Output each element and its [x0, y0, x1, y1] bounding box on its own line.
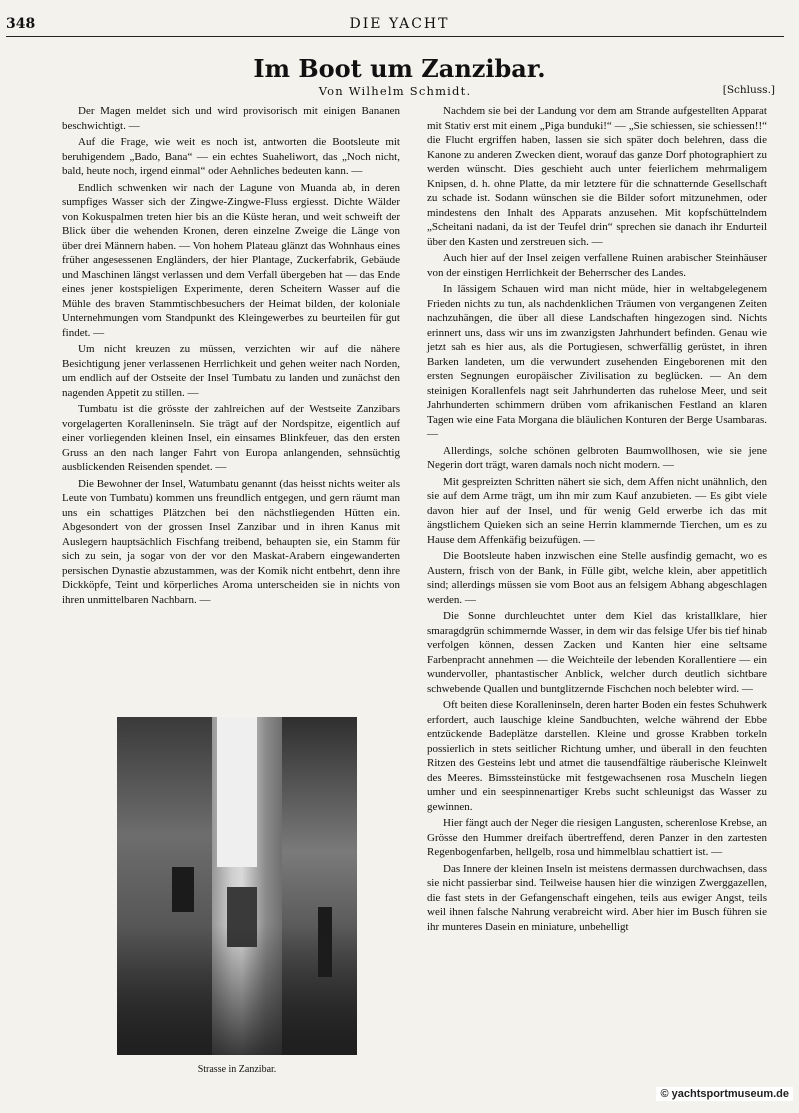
paragraph: Der Magen meldet sich und wird provisorisch mit einigen Bananen beschwichtigt. —: [62, 105, 400, 132]
photo-sky: [217, 717, 257, 867]
paragraph: Nachdem sie bei der Landung vor dem am Strande aufgestellten Apparat mit Stativ erst mit einem „Piga bunduki!“ — „Sie schiessen, sie schiessen!!“ die Flucht ergriffen haben, lassen sie sich später doch belehren, dass die Kanone zu anderen Zwecken dient, worauf das ganze Dorf photographiert zu werden wünscht. Dies geschieht auch unter feierlichem mehrmaligem Knipsen, d. h. ohne Platte, da mir letztere für die schnatternde Gesellschaft zu schade ist. Sodann wünschen sie die Bilder sofort mitzunehmen, oder mindestens den Inhalt des Apparats anzusehen. Mit kopfschüttelndem „Scheitani nadani, da ist der Teufel drin“ sprechen sie danach ihr Endurteil über den Kasten und zerstreuen sich. —: [427, 105, 767, 248]
paragraph: Allerdings, solche schönen gelbroten Baumwollhosen, wie sie jene Negerin dort trägt, waren damals noch nicht modern. —: [427, 444, 767, 471]
paragraph: Das Innere der kleinen Inseln ist meistens dermassen durchwachsen, dass sie nicht passierbar sind. Teilweise hausen hier die winzigen Zwerggazellen, die fast stets in der Gefangenschaft eingehen, teils aus ewiger Angst, teils weil ihnen falsche Nahrung verabreicht wird. Aber hier im Busch führen sie ihr munteres Dasein en miniature, unbehelligt: [427, 862, 767, 933]
photo-street-shadow: [117, 925, 357, 1055]
page-number: 348: [6, 16, 36, 32]
left-column: [62, 104, 400, 609]
running-title: DIE YACHT: [349, 16, 450, 32]
figure-caption: Strasse in Zanzibar.: [197, 1064, 277, 1075]
article-title: Im Boot um Zanzibar.: [253, 54, 546, 83]
header-rule: [6, 36, 784, 37]
paragraph: Um nicht kreuzen zu müssen, verzichten wir auf die nähere Besichtigung jener verlassenen Herrlichkeit und gehen weiter nach Norden, um endlich auf der Ostseite der Insel Tumbatu zu landen und zunächst den nagenden Appetit zu stillen. —: [62, 343, 400, 399]
paragraph: Mit gespreizten Schritten nähert sie sich, dem Affen nicht unähnlich, den sie auf dem Arme trägt, um ihn mir zum Kauf anzubieten. — Es gibt viele davon hier auf der Insel, und für wenig Geld erwerbe ich das mit ängstlichem Quieken sich an seine Herrin klammernde Tierchen, um es zu Hause dem Affenkäfig beizufügen. —: [427, 475, 767, 546]
paragraph: In lässigem Schauen wird man nicht müde, hier in weltabgelegenem Frieden nichts zu tun, als nachdenklichen Träumen von vergangenen Zeiten nachzuhängen, die über all diese Landschaften hingezogen sind. Nichts erinnert uns, dass wir uns im zwanzigsten Jahrhundert befinden. Genau wie jetzt sah es hier aus, als die Portugiesen, schwerfällig gerüstet, in ihren Barken landeten, um die verwundert zusehenden Eingeborenen mit den ersten Segnungen europäischer Zivilisation zu beglücken. — An dem steinigen Korallenfels nagt seit Jahrhunderten das ruhelose Meer, und seit Jahrhunderten schimmern drüben vom afrikanischen Festland an klaren Tagen wie eine Fata Morgana die bläulichen Konturen der Berge Usambaras. —: [427, 283, 767, 440]
photo-window: [172, 867, 194, 912]
paragraph: Die Sonne durchleuchtet unter dem Kiel das kristallklare, hier smaragdgrün schimmernde Wasser, in dem wir das felsige Ufer bis tief hinab verfolgen können, dessen Zacken und Kanten hier eine seltsame Farbenpracht annehmen — die Weichteile der lebenden Korallentiere — ein wundervoller, phantastischer Anblick, welcher durch deutlich sichtbare schwebende Quallen und buntglitzernde Fischchen noch belebter wird. —: [427, 610, 767, 695]
paragraph: Endlich schwenken wir nach der Lagune von Muanda ab, in deren sumpfiges Wasser sich der Zingwe-Zingwe-Fluss ergiesst. Dichte Wälder von Kokuspalmen treten hier bis an die Küste heran, und weit schweift der Blick über die wehenden Kronen, deren einzelne Zweige die Länge von über drei Männern haben. — Von hohem Plateau glänzt das Wohnhaus eines früher angesessenen Engländers, der hier Plantage, Zuckerfabrik, Gebäude und Maschinen längst verlassen und dem Verfall übergeben hat — das Ende eines jener kostspieligen Experimente, deren Scheitern Wasser auf die Mühle des braven Stammtischbesuchers der Heimat bilden, der koloniale Unternehmungen vom Standpunkt des Kleingewerbes zu beurteilen für gut findet. —: [62, 181, 400, 339]
paragraph: Tumbatu ist die grösste der zahlreichen auf der Westseite Zanzibars vorgelagerten Koralleninseln. Sie trägt auf der Nordspitze, eigentlich auf einer vorliegenden kleinen Insel, ein einsames Blinkfeuer, das den ersten Gruss an den nach langer Fahrt von Europa anlangenden, sehnsüchtig ausblickenden Reisenden spendet. —: [62, 403, 400, 473]
watermark: © yachtsportmuseum.de: [656, 1087, 793, 1101]
article-byline: Von Wilhelm Schmidt.: [318, 84, 472, 98]
paragraph: Die Bootsleute haben inzwischen eine Stelle ausfindig gemacht, wo es Austern, frisch von der Bank, in Fülle gibt, welche klein, aber appetitlich sind; allerdings müssen sie vom Boot aus an felsigem Abhang abgeschlagen werden. —: [427, 550, 767, 606]
paragraph: Hier fängt auch der Neger die riesigen Langusten, scherenlose Krebse, an Grösse den Hummer dreifach übertreffend, deren Panzer in den zartesten Regenbogenfarben, hellgelb, rosa und himmelblau schattiert ist. —: [427, 817, 767, 858]
street-photo: [117, 717, 357, 1055]
paragraph: Auf die Frage, wie weit es noch ist, antworten die Bootsleute mit beruhigendem „Bado, Bana“ — ein echtes Suaheliwort, das „Noch nicht, bald, heute noch, irgend einmal“ oder Aehnliches bedeuten kann. —: [62, 136, 400, 177]
right-column: [427, 104, 767, 936]
paragraph: Auch hier auf der Insel zeigen verfallene Ruinen arabischer Steinhäuser von der einstigen Herrlichkeit der Beherrscher des Landes.: [427, 252, 767, 279]
paragraph: Oft beiten diese Koralleninseln, deren harter Boden ein festes Schuhwerk erfordert, auch lauschige kleine Sandbuchten, welche während der Ebbe entzückende Badeplätze darstellen. Kleine und grosse Krabben torkeln possierlich in stets seitlicher Richtung umher, und überall in den feuchten Ritzen des Gesteins lebt und atmet die tausendfältige räuberische Kleinwelt des Meeres. Bimssteinstücke mit festgewachsenen rosa Muscheln liegen umher und ein seespinnenartiger Krebs sucht schleunigst das Wasser zu gewinnen.: [427, 699, 767, 813]
continuation-note: [Schluss.]: [722, 84, 775, 96]
paragraph: Die Bewohner der Insel, Watumbatu genannt (das heisst nichts weiter als Leute von Tumbatu) kommen uns freundlich entgegen, und gern räumt man uns ein schattiges Plätzchen bei den nächstliegenden Hütten ein. Abgesondert von der grossen Insel Zanzibar und in ihren Kanus mit Auslegern hauptsächlich Fischfang treibend, behaupten sie, ein Stamm für sich zu sein, ja sogar von der vor den Maskat-Arabern eingewanderten persischen Dynastie abzustammen, was der Komik nicht entbehrt, denn ihre Dickköpfe, Teint und körperliches Aroma unterscheiden sie in nichts von ihren unmittelbaren Nachbarn. —: [62, 477, 400, 606]
